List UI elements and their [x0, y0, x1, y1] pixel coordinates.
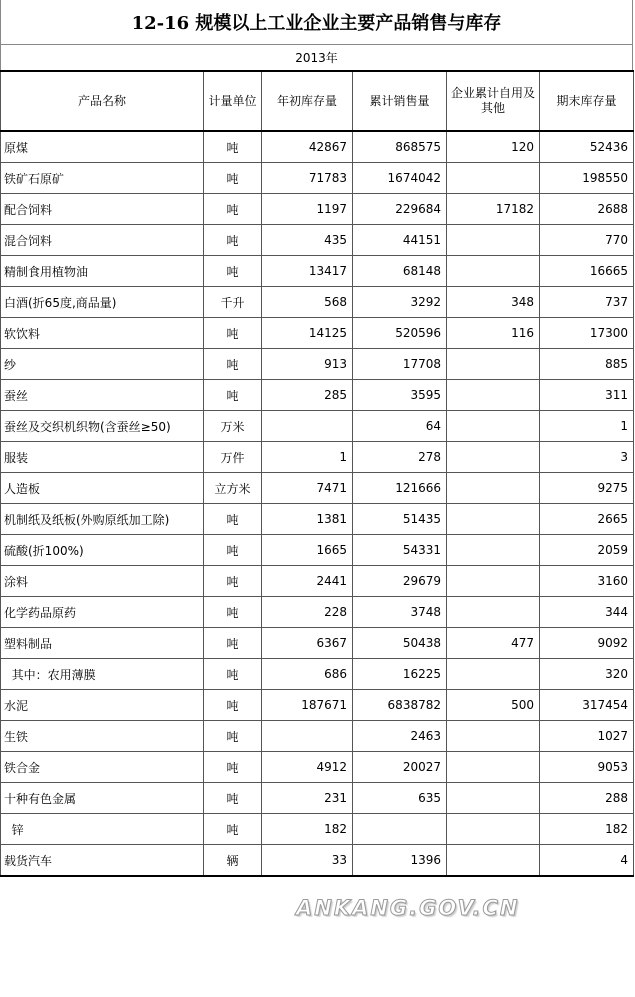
self-use-cell: 116	[447, 318, 540, 349]
product-name-cell: 生铁	[1, 721, 204, 752]
cumulative-sales-cell: 1674042	[353, 163, 447, 194]
opening-stock-cell: 435	[262, 225, 353, 256]
opening-stock-cell: 42867	[262, 131, 353, 163]
opening-stock-cell: 1665	[262, 535, 353, 566]
unit-cell: 吨	[204, 349, 262, 380]
unit-cell: 吨	[204, 318, 262, 349]
closing-stock-cell: 320	[540, 659, 634, 690]
cumulative-sales-cell: 635	[353, 783, 447, 814]
cumulative-sales-cell: 2463	[353, 721, 447, 752]
closing-stock-cell: 2059	[540, 535, 634, 566]
column-header-product-name: 产品名称	[1, 71, 204, 131]
opening-stock-cell: 7471	[262, 473, 353, 504]
unit-cell: 吨	[204, 131, 262, 163]
self-use-cell: 17182	[447, 194, 540, 225]
self-use-cell	[447, 411, 540, 442]
unit-cell: 辆	[204, 845, 262, 877]
opening-stock-cell: 4912	[262, 752, 353, 783]
table-row	[1, 349, 634, 380]
self-use-cell	[447, 566, 540, 597]
opening-stock-cell: 913	[262, 349, 353, 380]
self-use-cell	[447, 814, 540, 845]
self-use-cell: 348	[447, 287, 540, 318]
opening-stock-cell: 13417	[262, 256, 353, 287]
self-use-cell	[447, 783, 540, 814]
cumulative-sales-cell: 68148	[353, 256, 447, 287]
product-name-cell: 配合饲料	[1, 194, 204, 225]
closing-stock-cell: 52436	[540, 131, 634, 163]
cumulative-sales-cell: 54331	[353, 535, 447, 566]
cumulative-sales-cell: 29679	[353, 566, 447, 597]
table-row	[1, 194, 634, 225]
page-title: 12-16 规模以上工业企业主要产品销售与库存	[0, 0, 633, 44]
table-row	[1, 256, 634, 287]
product-name-cell: 人造板	[1, 473, 204, 504]
table-row	[1, 690, 634, 721]
closing-stock-cell: 288	[540, 783, 634, 814]
site-watermark: ANKANG.GOV.CN	[296, 896, 520, 920]
table-row	[1, 845, 634, 877]
self-use-cell	[447, 473, 540, 504]
self-use-cell: 477	[447, 628, 540, 659]
closing-stock-cell: 17300	[540, 318, 634, 349]
unit-cell: 吨	[204, 256, 262, 287]
self-use-cell	[447, 721, 540, 752]
closing-stock-cell: 1027	[540, 721, 634, 752]
opening-stock-cell: 187671	[262, 690, 353, 721]
cumulative-sales-cell: 44151	[353, 225, 447, 256]
unit-cell: 吨	[204, 163, 262, 194]
opening-stock-cell: 1381	[262, 504, 353, 535]
cumulative-sales-cell: 51435	[353, 504, 447, 535]
closing-stock-cell: 9053	[540, 752, 634, 783]
table-row	[1, 442, 634, 473]
closing-stock-cell: 3160	[540, 566, 634, 597]
table-row	[1, 814, 634, 845]
closing-stock-cell: 9275	[540, 473, 634, 504]
product-name-cell: 涂料	[1, 566, 204, 597]
unit-cell: 万件	[204, 442, 262, 473]
cumulative-sales-cell: 64	[353, 411, 447, 442]
product-name-cell: 白酒(折65度,商品量)	[1, 287, 204, 318]
self-use-cell	[447, 597, 540, 628]
table-row	[1, 163, 634, 194]
product-name-cell: 纱	[1, 349, 204, 380]
table-row	[1, 566, 634, 597]
self-use-cell	[447, 442, 540, 473]
table-row	[1, 380, 634, 411]
cumulative-sales-cell: 20027	[353, 752, 447, 783]
product-name-cell: 锌	[1, 814, 204, 845]
cumulative-sales-cell: 229684	[353, 194, 447, 225]
unit-cell: 吨	[204, 628, 262, 659]
cumulative-sales-cell: 278	[353, 442, 447, 473]
cumulative-sales-cell	[353, 814, 447, 845]
opening-stock-cell: 14125	[262, 318, 353, 349]
unit-cell: 吨	[204, 783, 262, 814]
opening-stock-cell: 285	[262, 380, 353, 411]
unit-cell: 吨	[204, 535, 262, 566]
product-name-cell: 服装	[1, 442, 204, 473]
product-name-cell: 蚕丝	[1, 380, 204, 411]
product-name-cell: 化学药品原药	[1, 597, 204, 628]
opening-stock-cell	[262, 411, 353, 442]
opening-stock-cell: 2441	[262, 566, 353, 597]
product-name-cell: 机制纸及纸板(外购原纸加工除)	[1, 504, 204, 535]
opening-stock-cell: 6367	[262, 628, 353, 659]
product-name-cell: 铁合金	[1, 752, 204, 783]
closing-stock-cell: 344	[540, 597, 634, 628]
closing-stock-cell: 1	[540, 411, 634, 442]
product-name-cell: 硫酸(折100%)	[1, 535, 204, 566]
opening-stock-cell: 182	[262, 814, 353, 845]
cumulative-sales-cell: 50438	[353, 628, 447, 659]
table-row	[1, 721, 634, 752]
unit-cell: 千升	[204, 287, 262, 318]
closing-stock-cell: 770	[540, 225, 634, 256]
table-row	[1, 411, 634, 442]
closing-stock-cell: 3	[540, 442, 634, 473]
self-use-cell	[447, 380, 540, 411]
unit-cell: 吨	[204, 194, 262, 225]
product-name-cell: 载货汽车	[1, 845, 204, 877]
self-use-cell	[447, 256, 540, 287]
product-name-cell: 铁矿石原矿	[1, 163, 204, 194]
closing-stock-cell: 4	[540, 845, 634, 877]
self-use-cell	[447, 535, 540, 566]
unit-cell: 立方米	[204, 473, 262, 504]
opening-stock-cell: 71783	[262, 163, 353, 194]
closing-stock-cell: 317454	[540, 690, 634, 721]
table-row	[1, 287, 634, 318]
cumulative-sales-cell: 1396	[353, 845, 447, 877]
opening-stock-cell: 1197	[262, 194, 353, 225]
column-header-cumulative-sales: 累计销售量	[353, 71, 447, 131]
self-use-cell	[447, 659, 540, 690]
self-use-cell	[447, 163, 540, 194]
closing-stock-cell: 16665	[540, 256, 634, 287]
column-header-opening-stock: 年初库存量	[262, 71, 353, 131]
self-use-cell	[447, 504, 540, 535]
product-name-cell: 精制食用植物油	[1, 256, 204, 287]
unit-cell: 吨	[204, 814, 262, 845]
table-row	[1, 131, 634, 163]
opening-stock-cell: 1	[262, 442, 353, 473]
product-name-cell: 原煤	[1, 131, 204, 163]
cumulative-sales-cell: 520596	[353, 318, 447, 349]
column-header-self-use: 企业累计自用及其他	[447, 71, 540, 131]
table-row	[1, 783, 634, 814]
opening-stock-cell: 568	[262, 287, 353, 318]
year-label: 2013年	[0, 44, 633, 70]
table-row	[1, 628, 634, 659]
opening-stock-cell	[262, 721, 353, 752]
unit-cell: 吨	[204, 721, 262, 752]
product-name-cell: 塑料制品	[1, 628, 204, 659]
table-row	[1, 473, 634, 504]
product-sales-inventory-table	[0, 70, 634, 877]
cumulative-sales-cell: 3292	[353, 287, 447, 318]
opening-stock-cell: 33	[262, 845, 353, 877]
self-use-cell: 120	[447, 131, 540, 163]
closing-stock-cell: 311	[540, 380, 634, 411]
table-row	[1, 318, 634, 349]
cumulative-sales-cell: 16225	[353, 659, 447, 690]
cumulative-sales-cell: 868575	[353, 131, 447, 163]
product-name-cell: 水泥	[1, 690, 204, 721]
cumulative-sales-cell: 3595	[353, 380, 447, 411]
self-use-cell	[447, 752, 540, 783]
unit-cell: 吨	[204, 752, 262, 783]
closing-stock-cell: 737	[540, 287, 634, 318]
unit-cell: 万米	[204, 411, 262, 442]
unit-cell: 吨	[204, 597, 262, 628]
opening-stock-cell: 231	[262, 783, 353, 814]
opening-stock-cell: 228	[262, 597, 353, 628]
self-use-cell	[447, 349, 540, 380]
self-use-cell: 500	[447, 690, 540, 721]
table-row	[1, 504, 634, 535]
opening-stock-cell: 686	[262, 659, 353, 690]
cumulative-sales-cell: 3748	[353, 597, 447, 628]
table-row	[1, 597, 634, 628]
unit-cell: 吨	[204, 659, 262, 690]
column-header-closing-stock: 期末库存量	[540, 71, 634, 131]
closing-stock-cell: 198550	[540, 163, 634, 194]
unit-cell: 吨	[204, 690, 262, 721]
cumulative-sales-cell: 6838782	[353, 690, 447, 721]
self-use-cell	[447, 845, 540, 877]
self-use-cell	[447, 225, 540, 256]
closing-stock-cell: 2688	[540, 194, 634, 225]
unit-cell: 吨	[204, 504, 262, 535]
cumulative-sales-cell: 17708	[353, 349, 447, 380]
closing-stock-cell: 2665	[540, 504, 634, 535]
product-name-cell: 软饮料	[1, 318, 204, 349]
product-name-cell: 其中：农用薄膜	[1, 659, 204, 690]
closing-stock-cell: 885	[540, 349, 634, 380]
product-name-cell: 十种有色金属	[1, 783, 204, 814]
column-header-unit: 计量单位	[204, 71, 262, 131]
product-name-cell: 混合饲料	[1, 225, 204, 256]
product-name-cell: 蚕丝及交织机织物(含蚕丝≥50)	[1, 411, 204, 442]
table-row	[1, 659, 634, 690]
table-row	[1, 225, 634, 256]
table-row	[1, 535, 634, 566]
unit-cell: 吨	[204, 225, 262, 256]
cumulative-sales-cell: 121666	[353, 473, 447, 504]
closing-stock-cell: 9092	[540, 628, 634, 659]
unit-cell: 吨	[204, 566, 262, 597]
closing-stock-cell: 182	[540, 814, 634, 845]
unit-cell: 吨	[204, 380, 262, 411]
table-header-row	[1, 71, 634, 131]
table-row	[1, 752, 634, 783]
